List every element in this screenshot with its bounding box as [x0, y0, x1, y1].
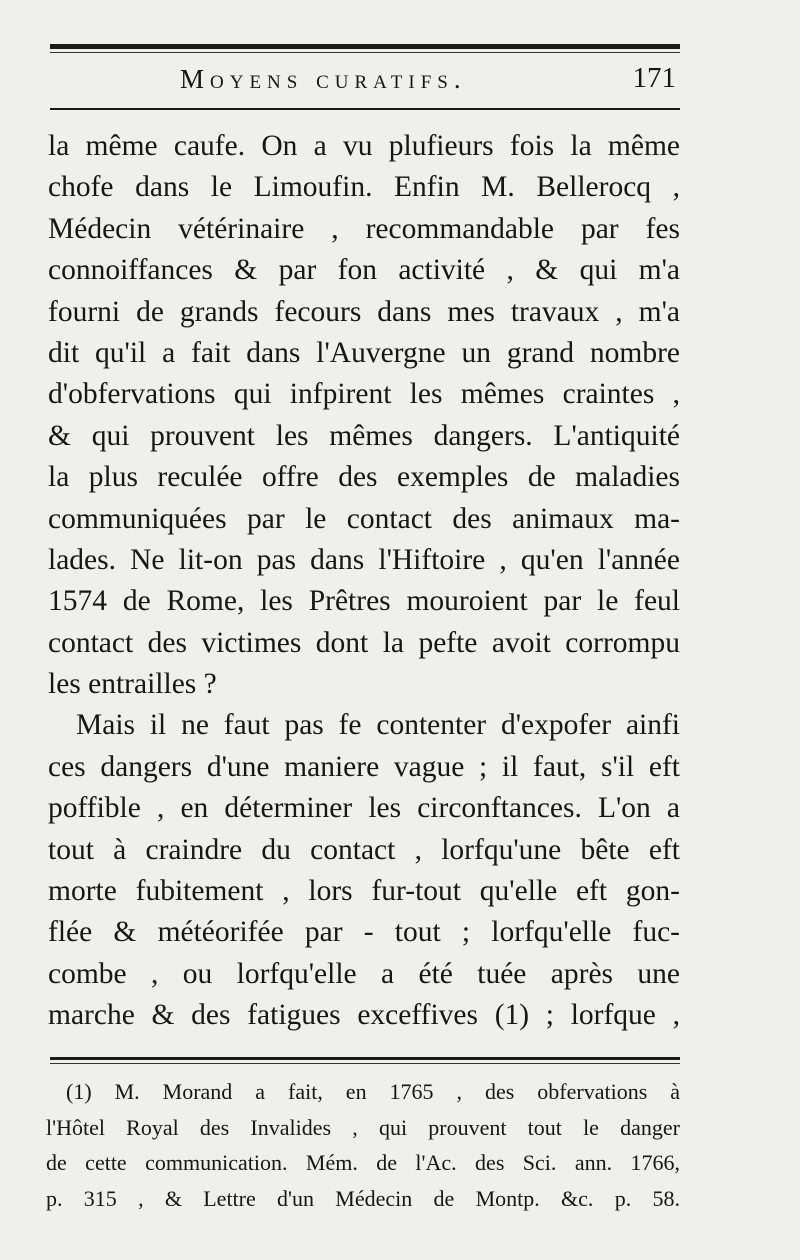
head-rule	[50, 108, 680, 110]
footnote-rule-thin	[50, 1063, 680, 1064]
body-text	[48, 126, 680, 1037]
running-title: Moyens curatifs.	[180, 64, 467, 94]
text-line: contact des victimes dont la pefte avoit corrompu	[48, 626, 680, 659]
running-head	[50, 62, 680, 102]
text-line: lades. Ne lit-on pas dans l'Hiftoire , qu'en l'année	[48, 543, 680, 576]
text-line: Médecin vétérinaire , recommandable par fes	[48, 212, 680, 245]
paragraph-end-line: les entrailles ?	[48, 668, 217, 701]
text-line: connoiffances & par fon activité , & qui m'a	[48, 254, 680, 287]
text-line: & qui prouvent les mêmes dangers. L'antiquité	[48, 419, 680, 452]
page-number: 171	[632, 62, 676, 94]
text-line: communiquées par le contact des animaux ma-	[48, 502, 680, 535]
footnote-line: p. 315 , & Lettre d'un Médecin de Montp. &c. p. 58.	[46, 1185, 680, 1211]
footnote-line: (1) M. Morand a fait, en 1765 , des obfervations à	[66, 1079, 680, 1104]
text-line: tout à craindre du contact , lorfqu'une bête eft	[48, 833, 680, 866]
header-rule-thin	[50, 52, 680, 53]
text-line: combe , ou lorfqu'elle a été tuée après une	[48, 957, 680, 990]
text-line: d'obfervations qui infpirent les mêmes craintes ,	[48, 378, 680, 411]
text-line: flée & météorifée par - tout ; lorfqu'elle fuc-	[48, 916, 680, 949]
text-line: la même caufe. On a vu plufieurs fois la même	[48, 130, 680, 162]
header-rule-thick	[50, 44, 680, 49]
text-line: dit qu'il a fait dans l'Auvergne un grand nombre	[48, 336, 680, 369]
footnote-line: de cette communication. Mém. de l'Ac. des Sci. ann. 1766,	[46, 1150, 680, 1175]
text-line: morte fubitement , lors fur-tout qu'elle eft gon-	[48, 875, 680, 908]
paragraph-start-line: Mais il ne faut pas fe contenter d'expofer ainfi	[76, 709, 680, 742]
text-line: fourni de grands fecours dans mes travaux , m'a	[48, 295, 680, 328]
text-line: la plus reculée offre des exemples de maladies	[48, 461, 680, 494]
text-line: poffible , en déterminer les circonftances. L'on a	[48, 792, 680, 825]
footnote-rule-thick	[50, 1057, 680, 1060]
footnote-line: l'Hôtel Royal des Invalides , qui prouvent tout le danger	[46, 1114, 680, 1140]
text-line: 1574 de Rome, les Prêtres mouroient par le feul	[48, 585, 680, 618]
text-line: ces dangers d'une maniere vague ; il faut, s'il eft	[48, 750, 680, 783]
text-line: chofe dans le Limoufin. Enfin M. Bellerocq ,	[48, 171, 680, 204]
footnote	[46, 1074, 680, 1216]
text-line: marche & des fatigues exceffives (1) ; lorfque ,	[48, 999, 680, 1032]
